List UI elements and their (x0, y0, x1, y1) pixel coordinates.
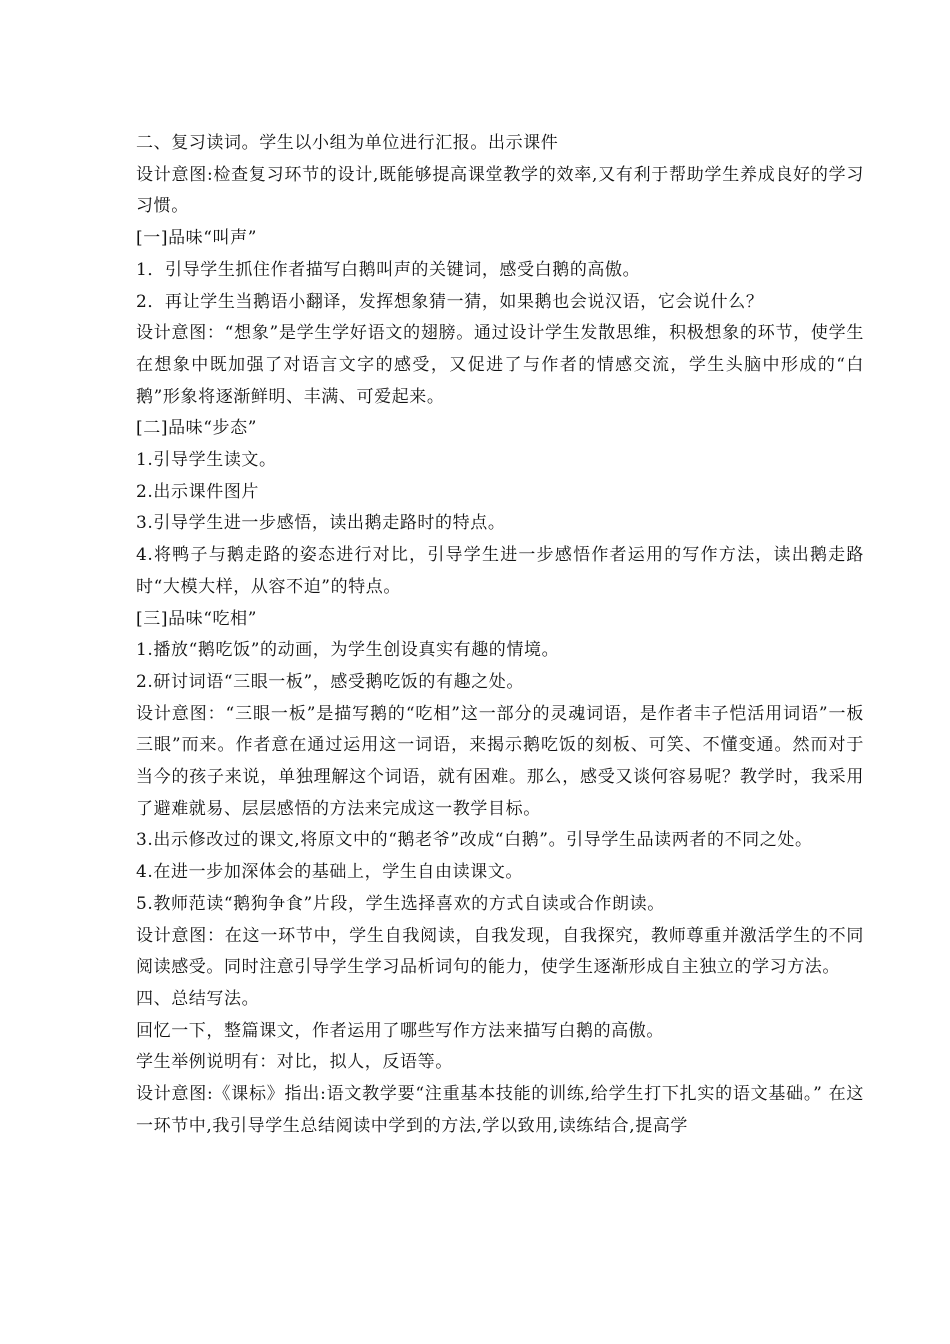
document-body (136, 128, 864, 1143)
design-intent-review: 设计意图:检查复习环节的设计,既能够提高课堂教学的效率,又有利于帮助学生养成良好的学习习惯。 (136, 164, 864, 217)
step-eating-4: 4.在进一步加深体会的基础上，学生自由读课文。 (136, 862, 524, 883)
design-intent-eating: 设计意图：“三眼一板”是描写鹅的“吃相”这一部分的灵魂词语，是作者丰子恺活用词语”一板三眼”而来。作者意在通过运用这一词语，来揭示鹅吃饭的刻板、可笑、不懂变通。然而对于当今的孩子来说，单独理解这个词语，就有困难。那么，感受又谈何容易呢？教学时，我采用了避难就易、层层感悟的方法来完成这一教学目标。 (136, 703, 864, 819)
summary-recall: 回忆一下，整篇课文，作者运用了哪些写作方法来描写白鹅的高傲。 (136, 1020, 664, 1041)
design-intent-reading: 设计意图：在这一环节中，学生自我阅读，自我发现，自我探究，教师尊重并激活学生的不同阅读感受。同时注意引导学生学习品析词句的能力，使学生逐渐形成自主独立的学习方法。 (136, 925, 864, 978)
section-heading-review: 二、复习读词。学生以小组为单位进行汇报。出示课件 (136, 133, 559, 153)
subheading-cry: [一]品味“叫声” (136, 228, 258, 249)
step-gait-4: 4.将鸭子与鹅走路的姿态进行对比，引导学生进一步感悟作者运用的写作方法，读出鹅走路时“大模大样，从容不迫”的特点。 (136, 545, 864, 597)
subheading-gait: [二]品味“步态” (136, 418, 258, 439)
section-heading-summary: 四、总结写法。 (136, 988, 260, 1009)
step-eating-1: 1.播放“鹅吃饭”的动画，为学生创设真实有趣的情境。 (136, 640, 560, 661)
subheading-eating: [三]品味“吃相” (136, 608, 258, 629)
step-cry-1: 1．引导学生抓住作者描写白鹅叫声的关键词，感受白鹅的高傲。 (136, 259, 641, 280)
step-gait-1: 1.引导学生读文。 (136, 450, 277, 471)
design-intent-imagination: 设计意图：“想象”是学生学好语文的翅膀。通过设计学生发散思维，积极想象的环节，使学生在想象中既加强了对语言文字的感受，又促进了与作者的情感交流，学生头脑中形成的“白鹅”形象将逐渐鲜明、丰满、可爱起来。 (136, 323, 864, 407)
step-eating-2: 2.研讨词语“三眼一板”，感受鹅吃饭的有趣之处。 (136, 671, 525, 692)
step-cry-2: 2．再让学生当鹅语小翻译，发挥想象猜一猜，如果鹅也会说汉语，它会说什么？ (136, 291, 764, 312)
summary-examples: 学生举例说明有：对比，拟人，反语等。 (136, 1052, 453, 1073)
step-eating-5: 5.教师范读“鹅狗争食”片段，学生选择喜欢的方式自读或合作朗读。 (136, 893, 665, 914)
design-intent-curriculum: 设计意图:《课标》指出:语文教学要“注重基本技能的训练,给学生打下扎实的语文基础。” 在这一环节中,我引导学生总结阅读中学到的方法,学以致用,读练结合,提高学 (136, 1084, 864, 1136)
step-gait-3: 3.引导学生进一步感悟，读出鹅走路时的特点。 (136, 513, 506, 534)
step-eating-3: 3.出示修改过的课文,将原文中的“鹅老爷”改成“白鹅”。引导学生品读两者的不同之处。 (136, 830, 813, 851)
step-gait-2: 2.出示课件图片 (136, 481, 260, 502)
